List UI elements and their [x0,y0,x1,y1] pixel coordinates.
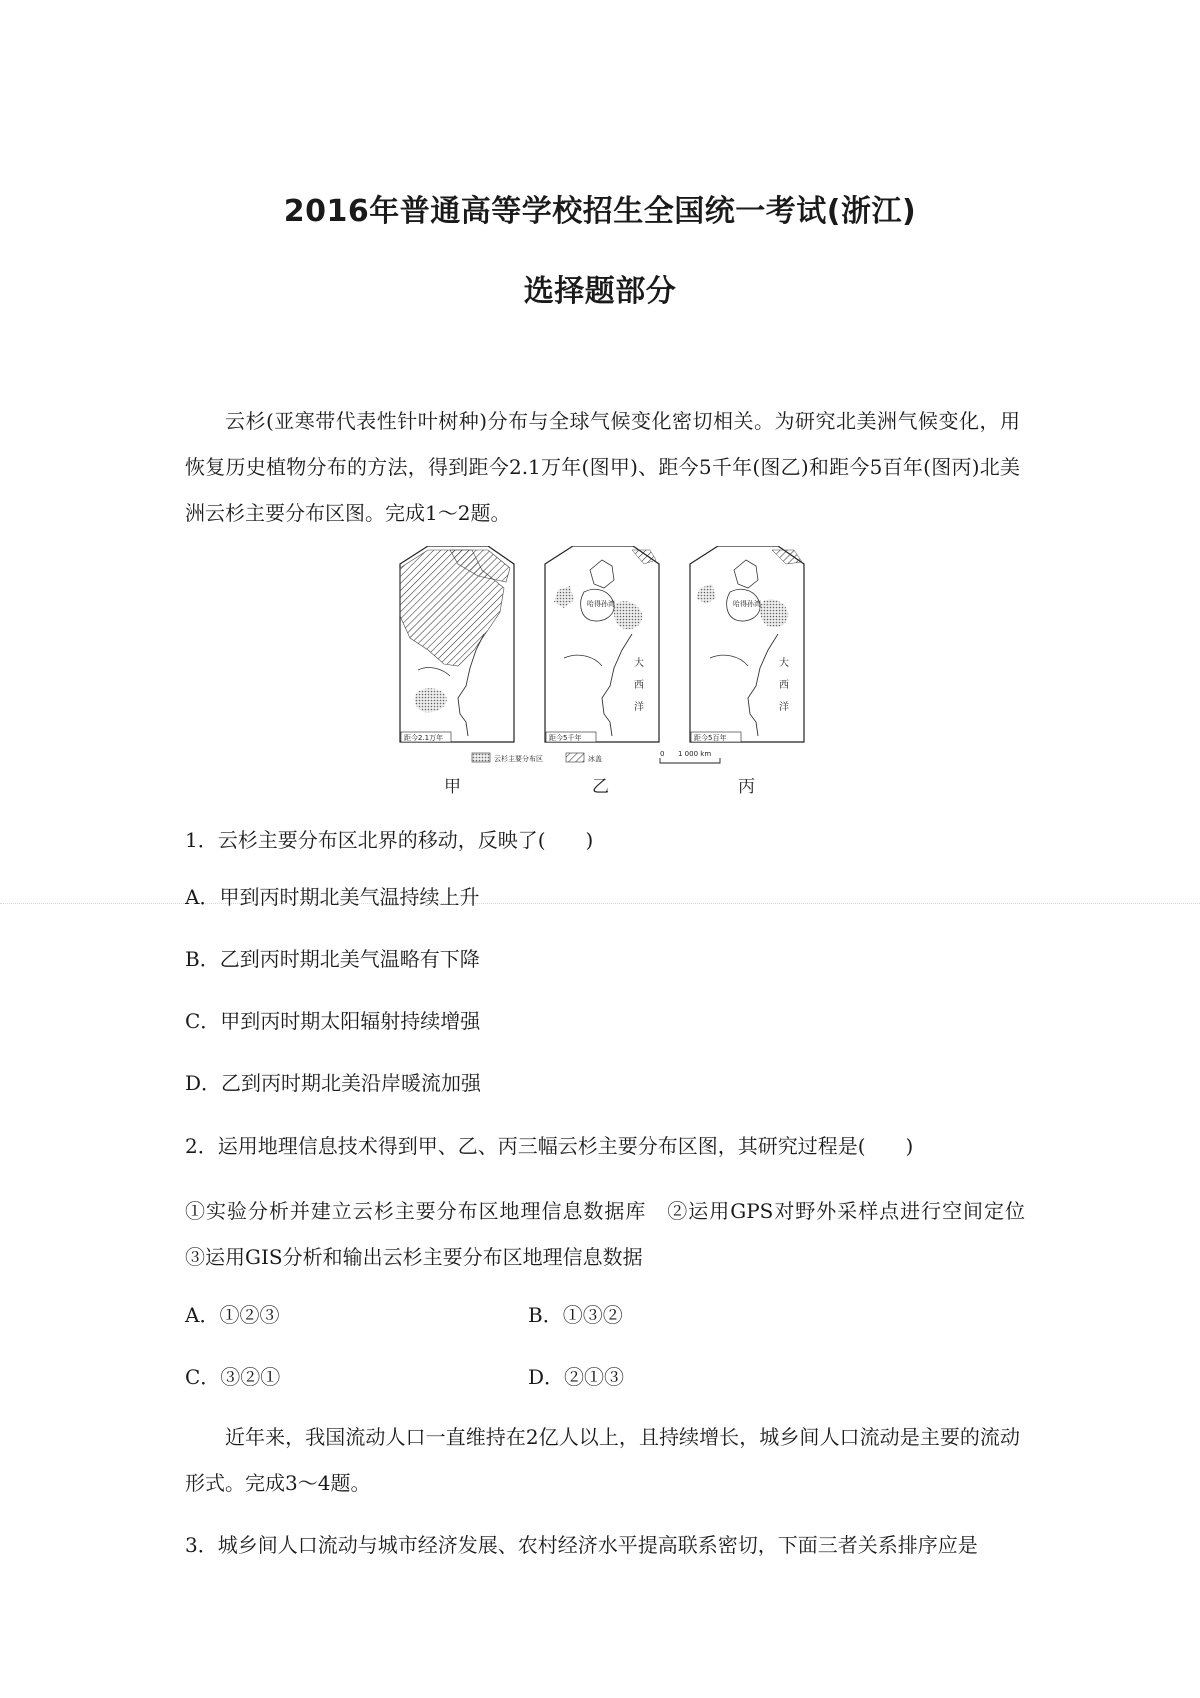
intro-passage-1: 云杉(亚寒带代表性针叶树种)分布与全球气候变化密切相关。为研究北美洲气候变化，用恢复历史植物分布的方法，得到距今2.1万年(图甲)、距今5千年(图乙)和距今5百年(图丙)北美洲云杉主要分布区图。完成1～2题。 [185,409,1020,525]
panel-bing-corner-label: 距今5百年 [694,734,727,742]
panel-label-jia: 甲 [444,777,461,797]
scale-value-label: 1 000 km [678,750,712,758]
question-2-option-d: D．②①③ [528,1365,625,1389]
panel-yi-ocean-2: 西 [634,680,644,691]
exam-title: 2016年普通高等学校招生全国统一考试(浙江) [283,194,917,229]
scale-bar [660,758,720,763]
panel-yi-ocean-3: 洋 [634,702,644,713]
figure-legend [472,750,720,763]
legend-spruce-label: 云杉主要分布区 [494,755,543,763]
panel-bing-bay-label: 哈得孙湾 [733,600,761,608]
question-2-option-a: A．①②③ [185,1303,280,1327]
panel-jia-corner-label: 距今2.1万年 [404,734,444,742]
map-panel-yi [545,546,659,742]
question-1-option-d: D．乙到丙时期北美沿岸暖流加强 [185,1071,482,1095]
panel-label-bing: 丙 [738,777,755,797]
page-divider [0,903,1200,904]
question-2-steps: ①实验分析并建立云杉主要分布区地理信息数据库 ②运用GPS对野外采样点进行空间定位 ③运用GIS分析和输出云杉主要分布区地理信息数据 [185,1199,1045,1269]
question-2-stem: 2．运用地理信息技术得到甲、乙、丙三幅云杉主要分布区图，其研究过程是( ) [185,1134,914,1158]
question-1-stem: 1．云杉主要分布区北界的移动，反映了( ) [185,828,594,852]
scale-zero-label: 0 [660,750,665,758]
panel-bing-ocean-3: 洋 [779,702,789,713]
intro-passage-2: 近年来，我国流动人口一直维持在2亿人以上，且持续增长，城乡间人口流动是主要的流动形式。完成3～4题。 [185,1425,1020,1495]
panel-yi-bay-label: 哈得孙湾 [587,600,615,608]
map-panel-jia [400,546,514,742]
question-1-option-a: A．甲到丙时期北美气温持续上升 [185,885,480,909]
legend-ice-label: 冰盖 [588,755,602,763]
panel-bing-ocean-2: 西 [779,680,789,691]
question-2-option-b: B．①③② [528,1303,623,1327]
spruce-distribution-figure [388,546,828,798]
question-2-option-c: C．③②① [185,1365,281,1389]
section-title: 选择题部分 [523,274,677,309]
question-1-option-c: C．甲到丙时期太阳辐射持续增强 [185,1009,481,1033]
panel-yi-corner-label: 距今5千年 [549,734,582,742]
map-panel-bing [690,546,804,742]
panel-label-yi: 乙 [592,777,609,797]
question-3-stem: 3．城乡间人口流动与城市经济发展、农村经济水平提高联系密切，下面三者关系排序应是 [185,1533,978,1557]
panel-bing-ocean-1: 大 [779,658,789,669]
question-1-option-b: B．乙到丙时期北美气温略有下降 [185,947,480,971]
panel-yi-ocean-1: 大 [634,658,644,669]
